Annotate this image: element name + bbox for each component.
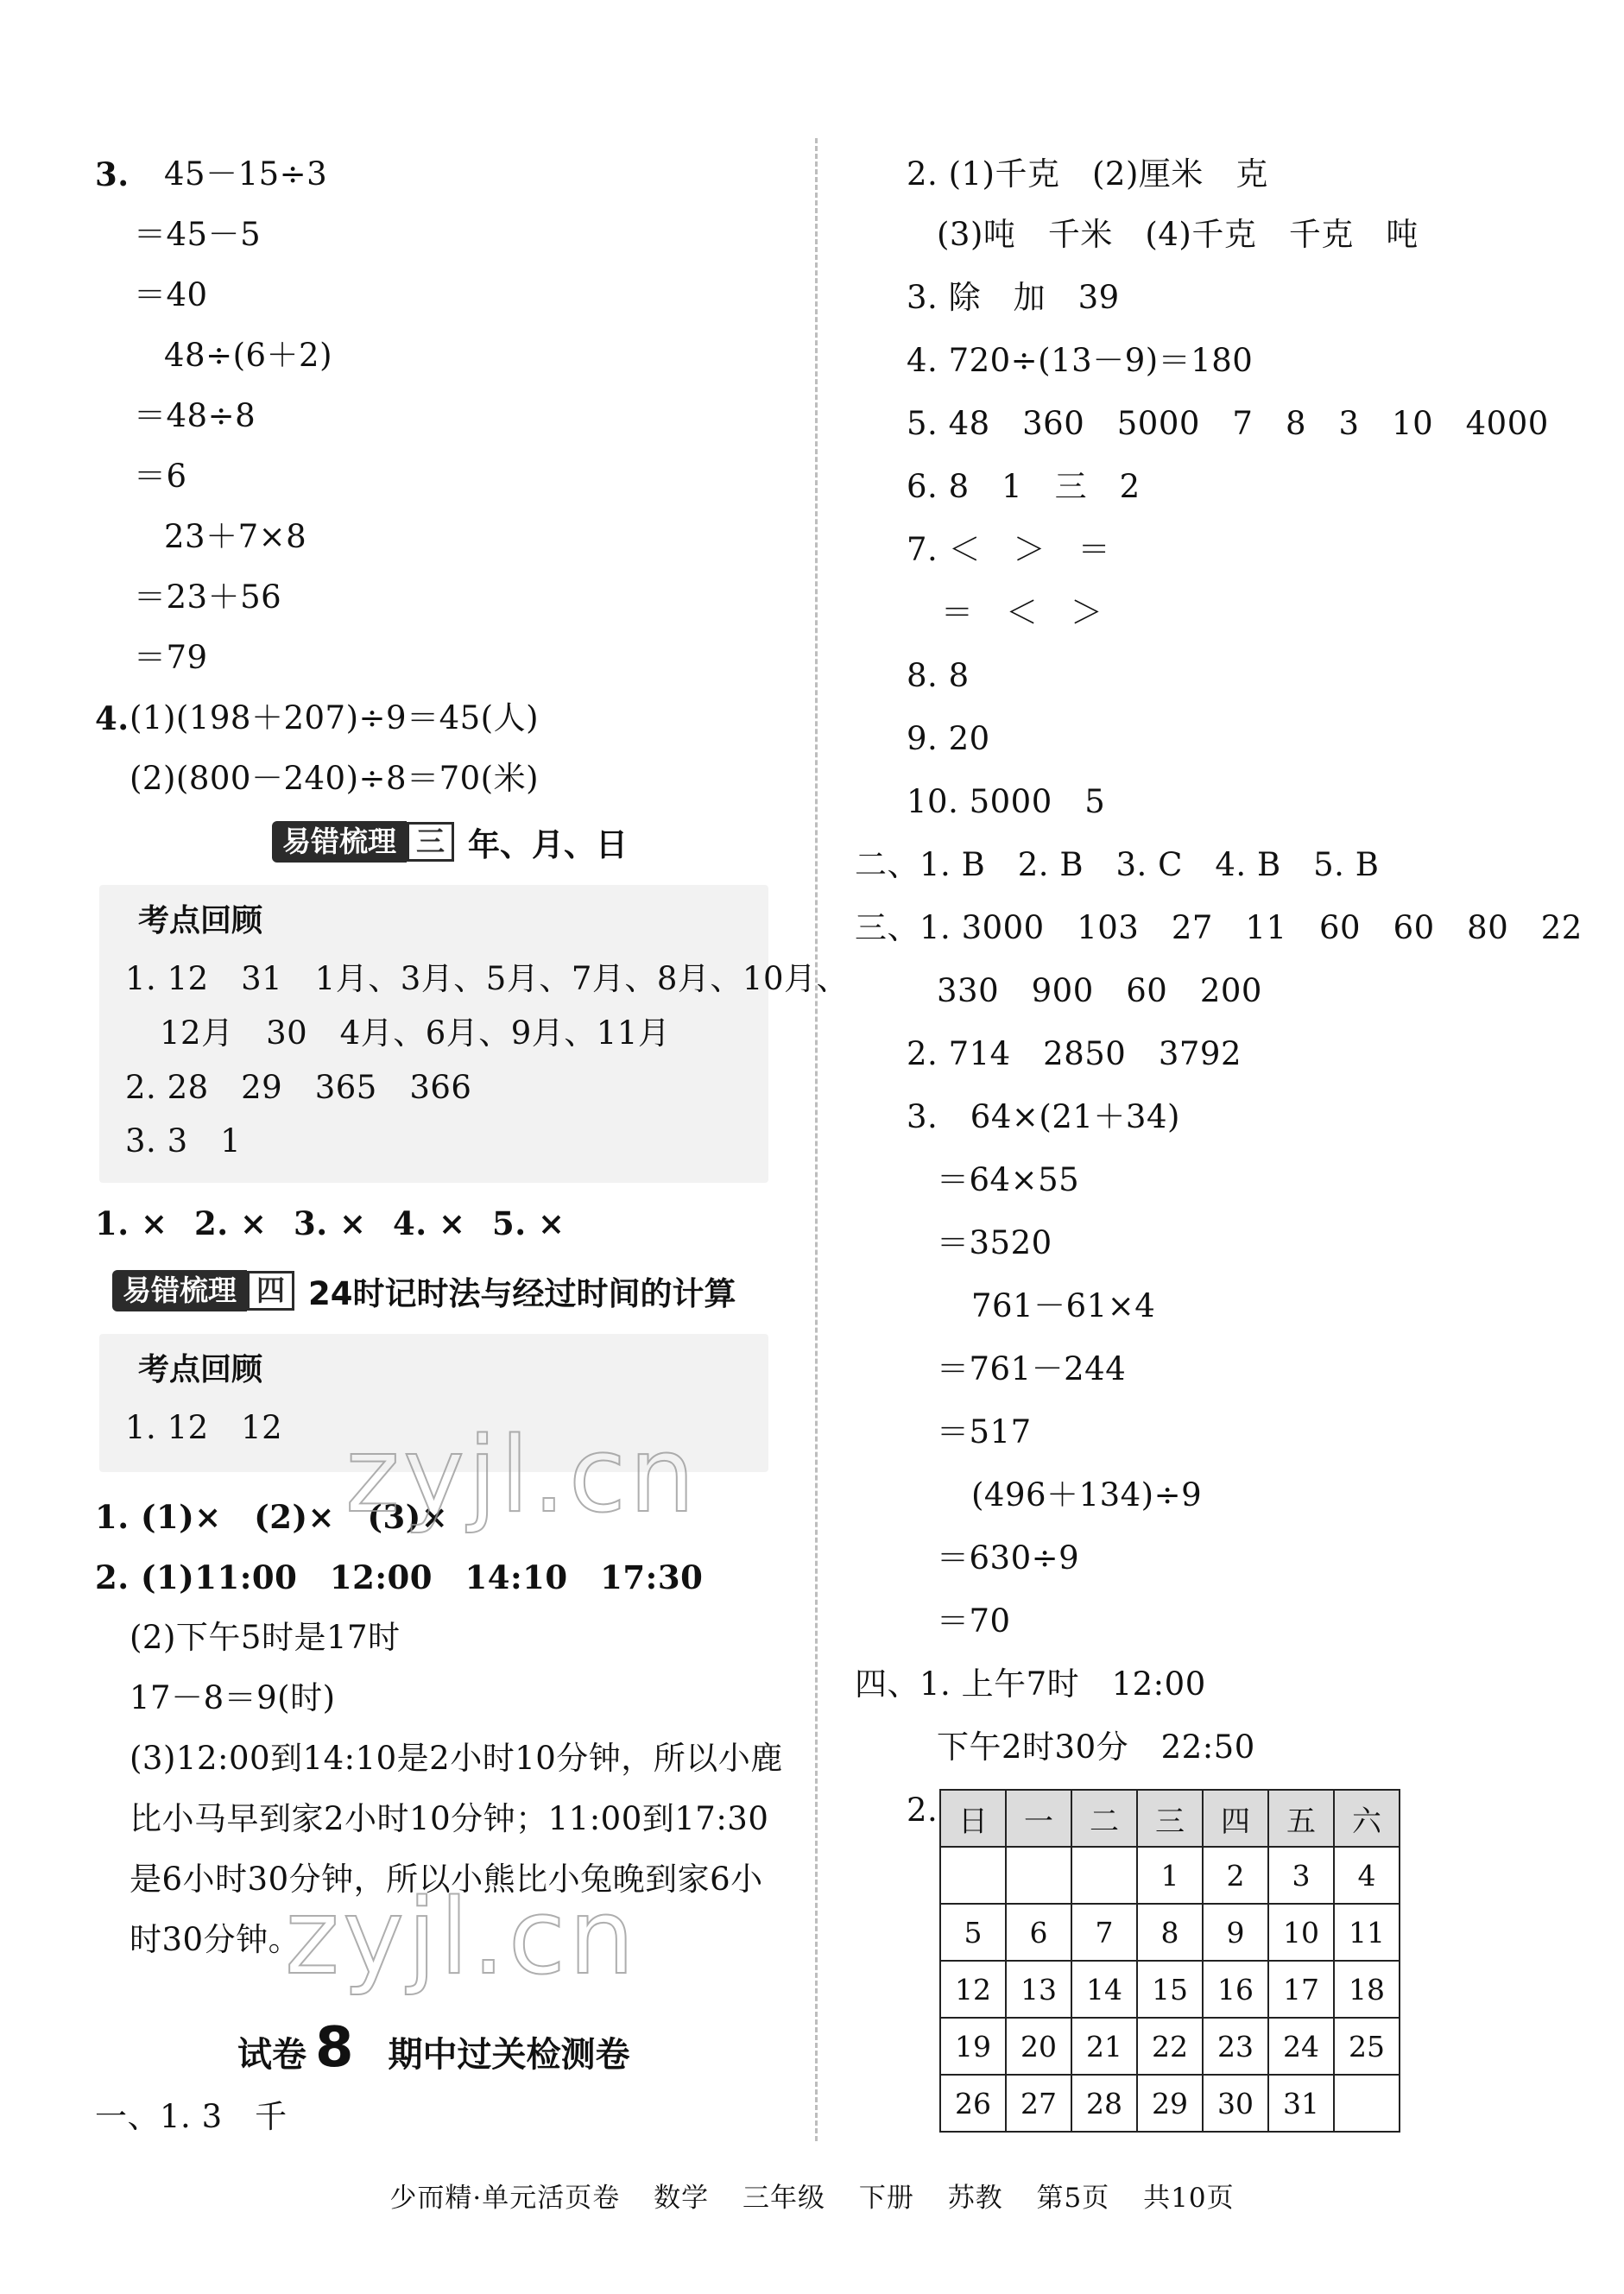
watermark: zyjl.cn [285,1878,638,1998]
s4-line: 时30分钟。 [130,1921,301,1958]
calendar-cell: 17 [1268,1961,1334,2018]
answer-line: 3. 64×(21＋34) [907,1098,1180,1135]
calendar-cell: 14 [1071,1961,1137,2018]
calendar-cell: 4 [1334,1847,1400,1904]
calendar-cell: 27 [1006,2075,1071,2132]
calendar-row [940,1904,1400,1961]
judge-item: 4. × [393,1204,466,1242]
banner-num: 三 [407,822,454,862]
paper-title-name: 期中过关检测卷 [388,2035,630,2075]
calendar-header: 五 [1268,1790,1334,1847]
calendar-cell: 12 [940,1961,1006,2018]
answer-line: ＝761－244 [937,1350,1127,1387]
answer-line: ＝ ＜ ＞ [941,594,1103,631]
s4-line: (3)12:00到14:10是2小时10分钟，所以小鹿 [130,1740,783,1777]
footer-item: 下册 [858,2183,914,2214]
q4-label: 4. [95,699,130,737]
footer-item: 少而精·单元活页卷 [389,2183,621,2214]
calendar-cell [1334,2075,1400,2132]
calendar-cell: 31 [1268,2075,1334,2132]
answer-line: 7. ＜ ＞ ＝ [907,531,1111,568]
answer-line: 761－61×4 [971,1287,1156,1324]
answer-line: ＝70 [937,1602,1011,1640]
banner-tag: 易错梳理 [272,821,407,863]
judge-item: 3. × [294,1204,367,1242]
review-line: 12月 30 4月、6月、9月、11月 [160,1014,671,1052]
q3-line: 45－15÷3 [164,155,328,193]
q4-line: (1)(198＋207)÷9＝45(人) [130,699,540,736]
q4-line: (2)(800－240)÷8＝70(米) [130,760,540,797]
q3-label: 3. [95,155,130,193]
answer-line: ＝630÷9 [937,1539,1080,1577]
q3-line: ＝45－5 [134,216,262,253]
calendar-cell: 18 [1334,1961,1400,2018]
calendar-cell: 1 [1137,1847,1203,1904]
answer-line: 330 900 60 200 [937,972,1262,1009]
answer-line: 三、1. 3000 103 27 11 60 60 80 22 [855,909,1583,946]
calendar-cell: 10 [1268,1904,1334,1961]
answer-line: 6. 8 1 三 2 [907,468,1141,505]
calendar-cell: 3 [1268,1847,1334,1904]
answer-line: 9. 20 [907,720,990,757]
section-banner-3 [272,820,628,863]
s4-line: 比小马早到家2小时10分钟；11:00到17:30 [130,1800,769,1837]
answer-line: ＝64×55 [937,1161,1080,1198]
q3-line: 48÷(6＋2) [164,337,333,374]
review-line: 1. 12 31 1月、3月、5月、7月、8月、10月、 [125,960,850,997]
banner-tag: 易错梳理 [112,1270,247,1311]
calendar-cell: 30 [1203,2075,1268,2132]
banner-title: 年、月、日 [468,826,628,863]
answer-line: 4. 720÷(13－9)＝180 [907,342,1254,379]
q3-line: ＝23＋56 [134,578,282,616]
calendar-cell: 19 [940,2018,1006,2075]
calendar-cell [1071,1847,1137,1904]
calendar-cell: 7 [1071,1904,1137,1961]
calendar-row [940,1961,1400,2018]
watermark: zyjl.cn [345,1416,698,1536]
judge-item: 5. × [492,1204,566,1242]
footer-item: 共10页 [1143,2183,1235,2214]
calendar-header-row [940,1790,1400,1847]
footer-item: 三年级 [742,2183,825,2214]
review-line: 3. 3 1 [125,1122,242,1160]
footer-item: 数学 [654,2183,710,2214]
calendar-cell: 8 [1137,1904,1203,1961]
q3-line: 23＋7×8 [164,518,307,555]
answer-line: ＝517 [937,1413,1032,1450]
calendar-table [939,1789,1400,2133]
calendar-cell: 9 [1203,1904,1268,1961]
calendar-cell [940,1847,1006,1904]
answer-line: 10. 5000 5 [907,783,1106,820]
answer-line: 8. 8 [907,657,970,694]
calendar-cell: 25 [1334,2018,1400,2075]
review-line: 2. 28 29 365 366 [125,1069,472,1106]
answer-line: 3. 除 加 39 [907,279,1120,316]
paper-title-prefix: 试卷 [237,2035,306,2075]
s4-line: 2. (1)11:00 12:00 14:10 17:30 [95,1558,704,1596]
s4-line: 1. (1)× (2)× (3)× [95,1498,449,1536]
s4-line: (2)下午5时是17时 [130,1619,401,1656]
section-banner-4 [112,1269,736,1312]
answer-line: (496＋134)÷9 [971,1476,1203,1514]
calendar-cell: 21 [1071,2018,1137,2075]
q3-line: ＝40 [134,276,208,313]
answer-line: (3)吨 千米 (4)千克 千克 吨 [937,216,1419,253]
q3-line: ＝79 [134,639,208,676]
calendar-cell: 20 [1006,2018,1071,2075]
q3-line: ＝48÷8 [134,397,256,434]
calendar-label: 2. [907,1792,938,1829]
calendar-cell: 26 [940,2075,1006,2132]
calendar-cell: 11 [1334,1904,1400,1961]
answer-line: 二、1. B 2. B 3. C 4. B 5. B [855,846,1380,883]
calendar-header: 四 [1203,1790,1268,1847]
answer-line: 5. 48 360 5000 7 8 3 10 4000 [907,405,1549,442]
review-head: 考点回顾 [138,903,263,938]
answer-line: 下午2时30分 22:50 [937,1728,1255,1766]
calendar-cell: 2 [1203,1847,1268,1904]
paper-title-number: 8 [315,2016,354,2080]
footer-item: 苏教 [947,2183,1003,2214]
calendar-header: 日 [940,1790,1006,1847]
q3-line: ＝6 [134,458,187,495]
banner-num: 四 [247,1271,294,1311]
judge-item: 1. × [95,1204,168,1242]
answer-line: 四、1. 上午7时 12:00 [855,1665,1206,1703]
paper-title [237,2016,630,2080]
answer-line: 2. (1)千克 (2)厘米 克 [907,155,1268,193]
footer-item: 第5页 [1036,2183,1110,2214]
calendar-header: 一 [1006,1790,1071,1847]
review-head: 考点回顾 [138,1352,263,1387]
last-line: 一、1. 3 千 [95,2098,288,2135]
calendar-cell: 5 [940,1904,1006,1961]
calendar-cell: 13 [1006,1961,1071,2018]
review-line: 1. 12 12 [125,1409,283,1446]
s4-line: 17－8＝9(时) [130,1679,336,1716]
page-footer [0,2176,1624,2215]
calendar-cell: 16 [1203,1961,1268,2018]
answer-line: 2. 714 2850 3792 [907,1035,1242,1072]
calendar-cell: 15 [1137,1961,1203,2018]
banner-title: 24时记时法与经过时间的计算 [308,1275,736,1312]
calendar-cell: 6 [1006,1904,1071,1961]
column-divider [815,138,818,2141]
calendar-row [940,2018,1400,2075]
answer-line: ＝3520 [937,1224,1052,1261]
calendar-cell: 28 [1071,2075,1137,2132]
calendar-row [940,1847,1400,1904]
calendar-row [940,2075,1400,2132]
calendar-header: 二 [1071,1790,1137,1847]
calendar-header: 六 [1334,1790,1400,1847]
calendar-cell: 24 [1268,2018,1334,2075]
s4-line: 是6小时30分钟，所以小熊比小兔晚到家6小 [130,1861,763,1898]
calendar-header: 三 [1137,1790,1203,1847]
calendar-cell: 22 [1137,2018,1203,2075]
calendar-cell [1006,1847,1071,1904]
calendar-cell: 29 [1137,2075,1203,2132]
calendar-cell: 23 [1203,2018,1268,2075]
judge-item: 2. × [194,1204,268,1242]
